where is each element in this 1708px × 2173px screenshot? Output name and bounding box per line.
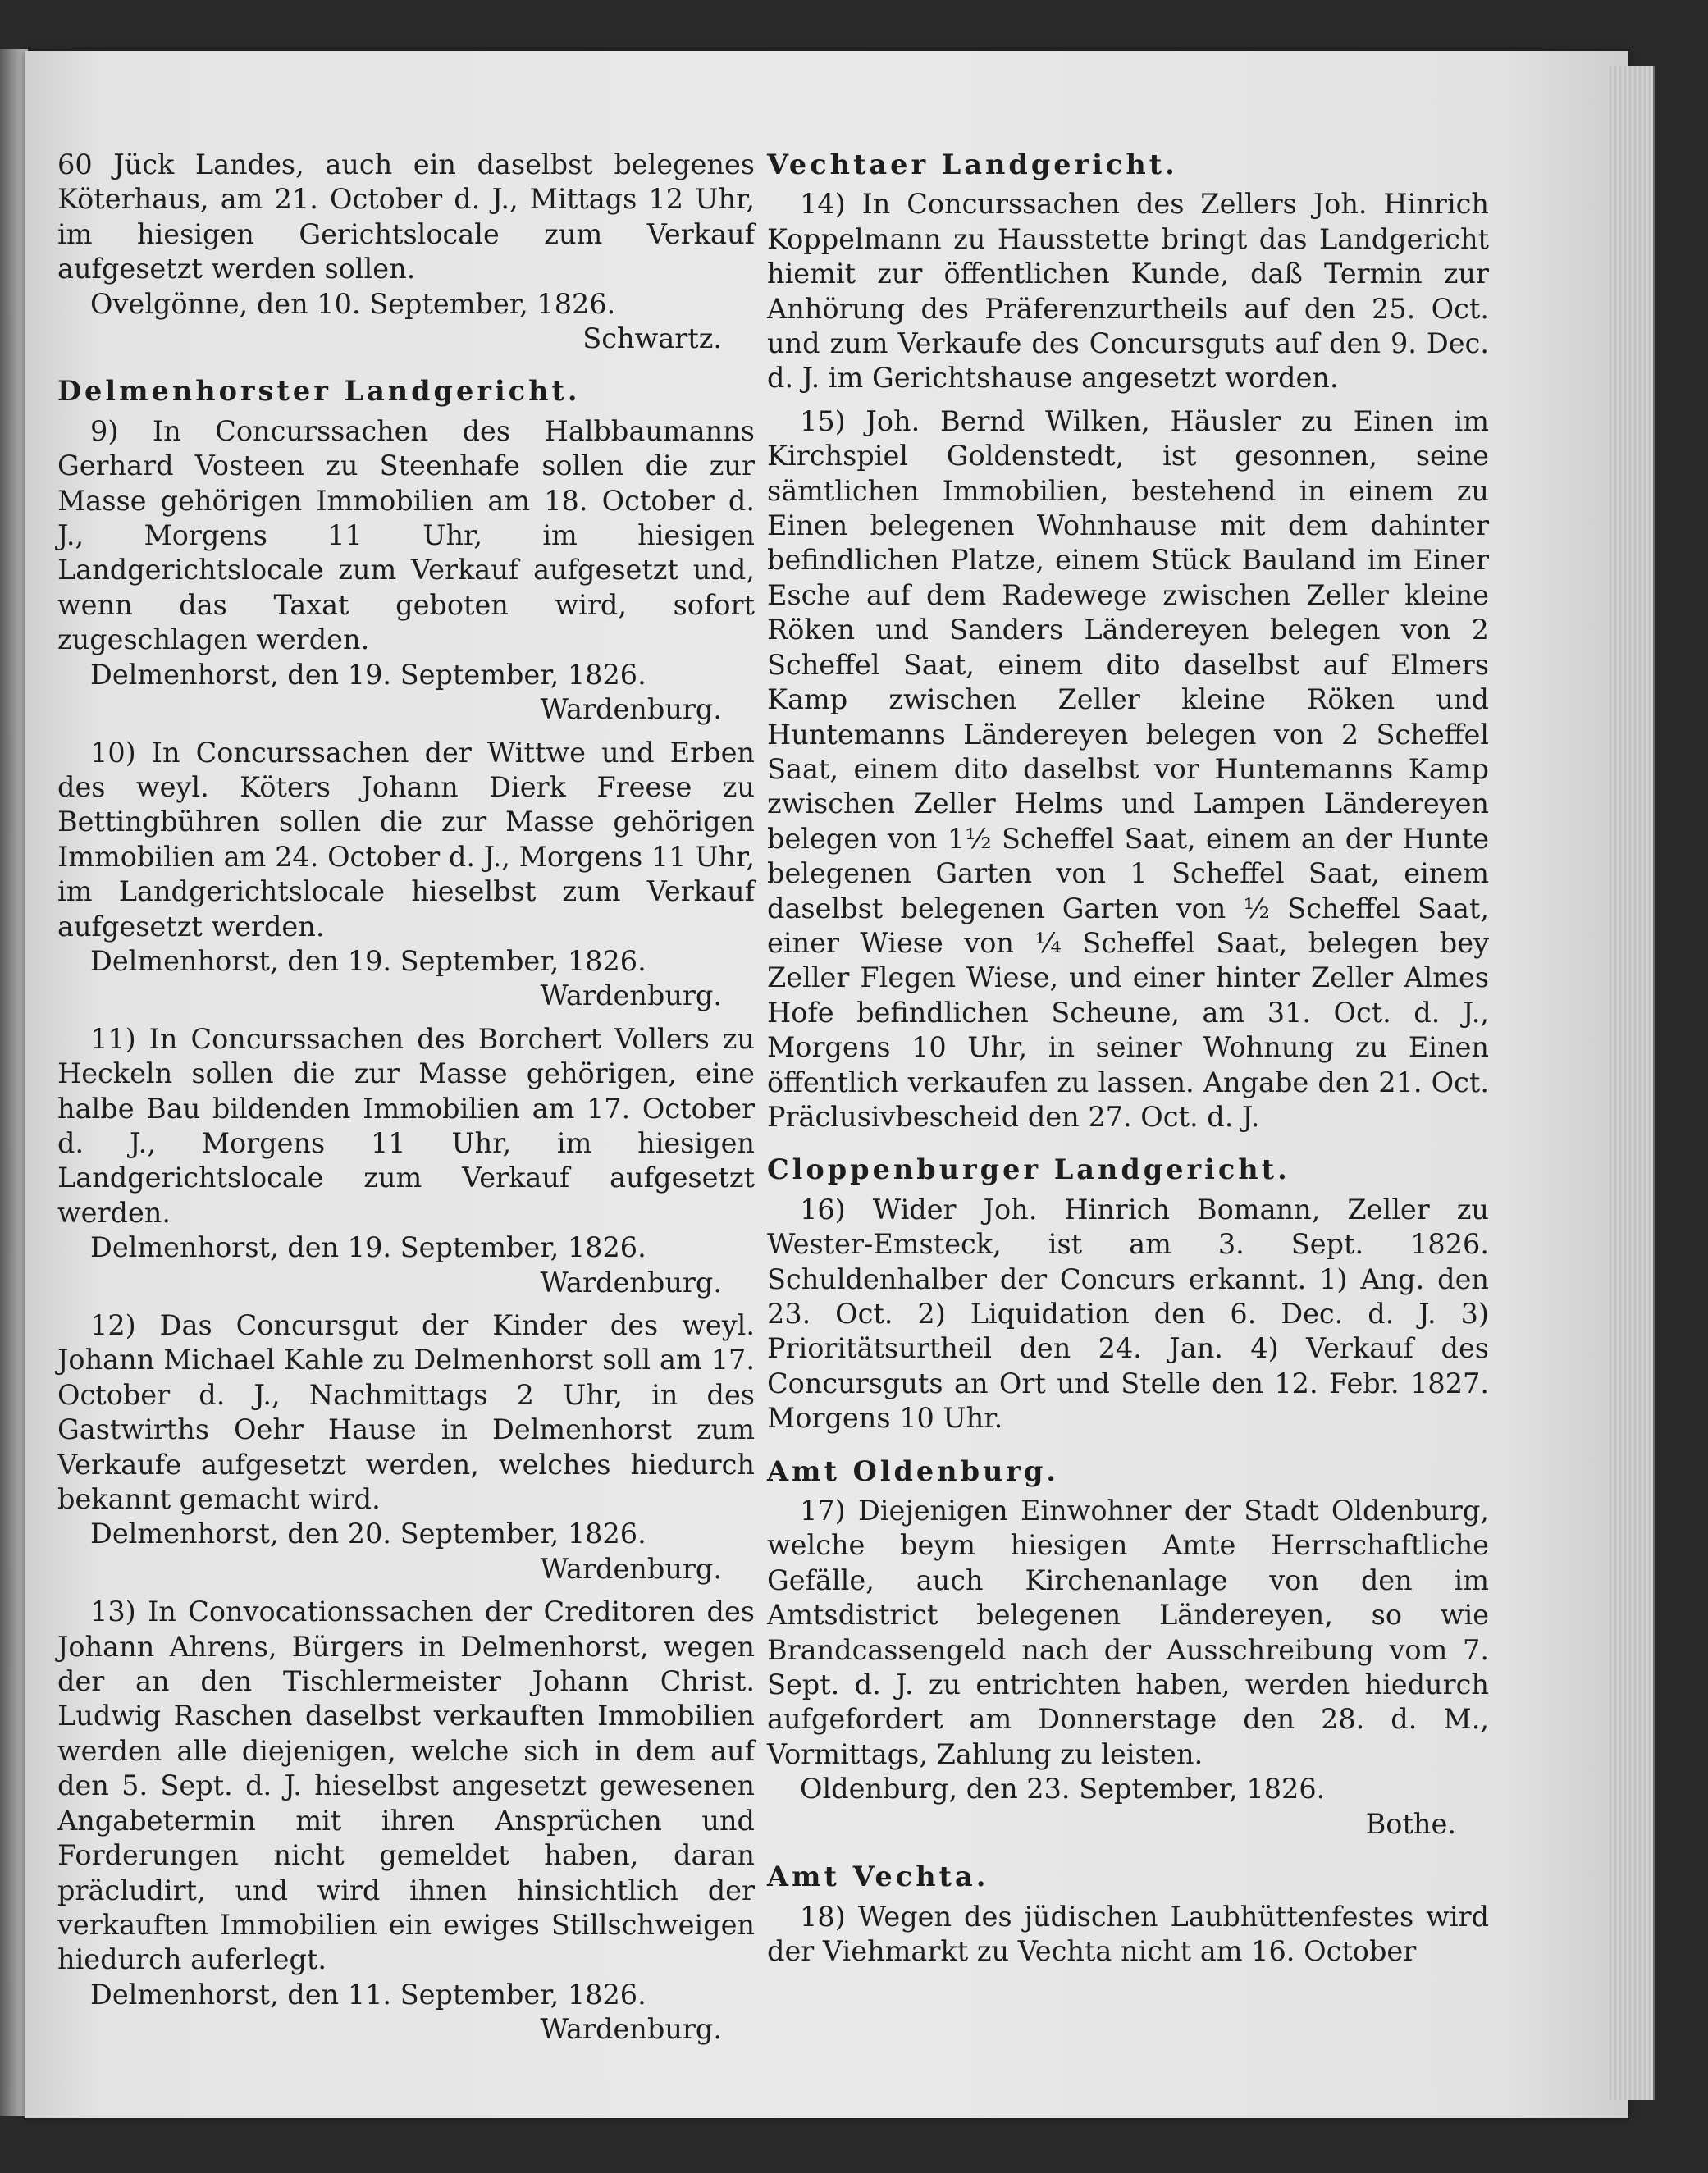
signature: Wardenburg. — [540, 1266, 722, 1299]
notice-12: 12) Das Concursgut der Kinder des weyl. Johann Michael Kahle zu Delmenhorst soll am 17. October d. J., Nachmittags 2 Uhr, in des Gastwirths Oehr Hause in Delmenhorst zum Verkaufe aufgesetzt werden, welches hiedurch bekannt gemacht wird. — [57, 1309, 755, 1516]
right-column — [767, 148, 1489, 1969]
notice-16: 16) Wider Joh. Hinrich Bomann, Zeller zu Wester-Emsteck, ist am 3. Sept. 1826. Schuldenhalber der Concurs erkannt. 1) Ang. den 23. Oct. 2) Liquidation den 6. Dec. d. J. 3) Prioritätsurtheil den 24. Jan. 4) Verkauf des Concursguts an Ort und Stelle den 12. Febr. 1827. Morgens 10 Uhr. — [767, 1193, 1489, 1435]
place-date: Ovelgönne, den 10. September, 1826. — [90, 287, 616, 320]
notice-10: 10) In Concurssachen der Wittwe und Erben des weyl. Köters Johann Dierk Freese zu Bettingbühren sollen die zur Masse gehörigen Immobilien am 24. October d. J., Morgens 11 Uhr, im Landgerichtslocale hieselbst zum Verkauf aufgesetzt werden. — [57, 736, 755, 943]
section-heading-vechta-landgericht: Vechtaer Landgericht. — [767, 148, 1178, 180]
notice-14: 14) In Concurssachen des Zellers Joh. Hinrich Koppelmann zu Hausstette bringt das Landgericht hiemit zur öffentlichen Kunde, daß Termin zur Anhörung des Präferenzurtheils auf den 25. Oct. und zum Verkaufe des Concursguts auf den 9. Dec. d. J. im Gerichtshause angesetzt worden. — [767, 188, 1489, 395]
left-column — [57, 148, 755, 2047]
place-date: Delmenhorst, den 19. September, 1826. — [90, 658, 646, 691]
notice-13: 13) In Convocationssachen der Creditoren des Johann Ahrens, Bürgers in Delmenhorst, wegen der an den Tischlermeister Johann Christ. Ludwig Raschen daselbst verkauften Immobilien werden alle diejenigen, welche sich in dem auf den 5. Sept. d. J. hieselbst angesetzt gewesenen Angabetermin mit ihren Ansprüchen und Forderungen nicht gemeldet haben, daran präcludirt, und wird ihnen hinsichtlich der verkauften Immobilien ein ewiges Stillschweigen hiedurch auferlegt. — [57, 1596, 755, 1976]
signature: Wardenburg. — [540, 1552, 722, 1585]
signature: Wardenburg. — [540, 693, 722, 726]
notice-9: 9) In Concurssachen des Halbbaumanns Gerhard Vosteen zu Steenhafe sollen die zur Masse gehörigen Immobilien am 18. October d. J., Morgens 11 Uhr, im hiesigen Landgerichtslocale zum Verkauf aufgesetzt und, wenn das Taxat geboten wird, sofort zugeschlagen werden. — [57, 414, 755, 656]
notice-15: 15) Joh. Bernd Wilken, Häusler zu Einen im Kirchspiel Goldenstedt, ist gesonnen, seine sämtlichen Immobilien, bestehend in einem zu Einen belegenen Wohnhause mit dem dahinter befindlichen Platze, einem Stück Bauland im Einer Esche auf dem Radewege zwischen Zeller kleine Röken und Sanders Ländereyen belegen von 2 Scheffel Saat, einem dito daselbst auf Elmers Kamp zwischen Zeller kleine Röken und Huntemanns Ländereyen belegen von 2 Scheffel Saat, einem dito daselbst vor Huntemanns Kamp zwischen Zeller Helms und Lampen Ländereyen belegen von 1½ Scheffel Saat, einem an der Hunte belegenen Garten von 1 Scheffel Saat, einem daselbst belegenen Garten von ½ Scheffel Saat, einer Wiese von ¼ Scheffel Saat, belegen bey Zeller Flegen Wiese, und einer hinter Zeller Almes Hofe befindlichen Scheune, am 31. Oct. d. J., Morgens 10 Uhr, in seiner Wohnung zu Einen öffentlich verkaufen zu lassen. Angabe den 21. Oct. Präclusivbescheid den 27. Oct. d. J. — [767, 404, 1489, 1133]
place-date: Delmenhorst, den 11. September, 1826. — [90, 1978, 646, 2011]
section-heading-amt-vechta: Amt Vechta. — [767, 1860, 989, 1893]
section-heading-cloppenburg: Cloppenburger Landgericht. — [767, 1153, 1290, 1186]
notice-17: 17) Diejenigen Einwohner der Stadt Oldenburg, welche beym hiesigen Amte Herrschaftliche Gefälle, auch Kirchenanlage von den im Amtsdistrict belegenen Ländereyen, so wie Brandcassengeld nach der Ausschreibung vom 7. Sept. d. J. zu entrichten haben, werden hiedurch aufgefordert am Donnerstage den 28. d. M., Vormittags, Zahlung zu leisten. — [767, 1495, 1489, 1770]
signature: Schwartz. — [582, 322, 722, 355]
place-date: Delmenhorst, den 19. September, 1826. — [90, 944, 646, 977]
notice-11: 11) In Concurssachen des Borchert Vollers zu Heckeln sollen die zur Masse gehörigen, eine halbe Bau bildenden Immobilien am 17. October d. J., Morgens 11 Uhr, im hiesigen Landgerichtslocale zum Verkauf aufgesetzt werden. — [57, 1022, 755, 1229]
notice-18: 18) Wegen des jüdischen Laubhüttenfestes wird der Viehmarkt zu Vechta nicht am 16. October — [767, 1900, 1489, 1967]
place-date: Delmenhorst, den 19. September, 1826. — [90, 1231, 646, 1264]
left-page-edge — [0, 49, 28, 2116]
signature: Wardenburg. — [540, 979, 722, 1012]
place-date: Delmenhorst, den 20. September, 1826. — [90, 1518, 646, 1550]
section-heading-amt-oldenburg: Amt Oldenburg. — [767, 1454, 1060, 1487]
place-date: Oldenburg, den 23. September, 1826. — [800, 1773, 1326, 1806]
page-stack-edge — [1608, 66, 1655, 2100]
notice-continuation: 60 Jück Landes, auch ein daselbst belegenes Köterhaus, am 21. October d. J., Mittags 12 Uhr, im hiesigen Gerichtslocale zum Verkauf aufgesetzt werden sollen. — [57, 148, 755, 285]
section-heading-delmenhorst: Delmenhorster Landgericht. — [57, 375, 581, 408]
signature: Wardenburg. — [540, 2013, 722, 2046]
signature: Bothe. — [1365, 1807, 1456, 1840]
